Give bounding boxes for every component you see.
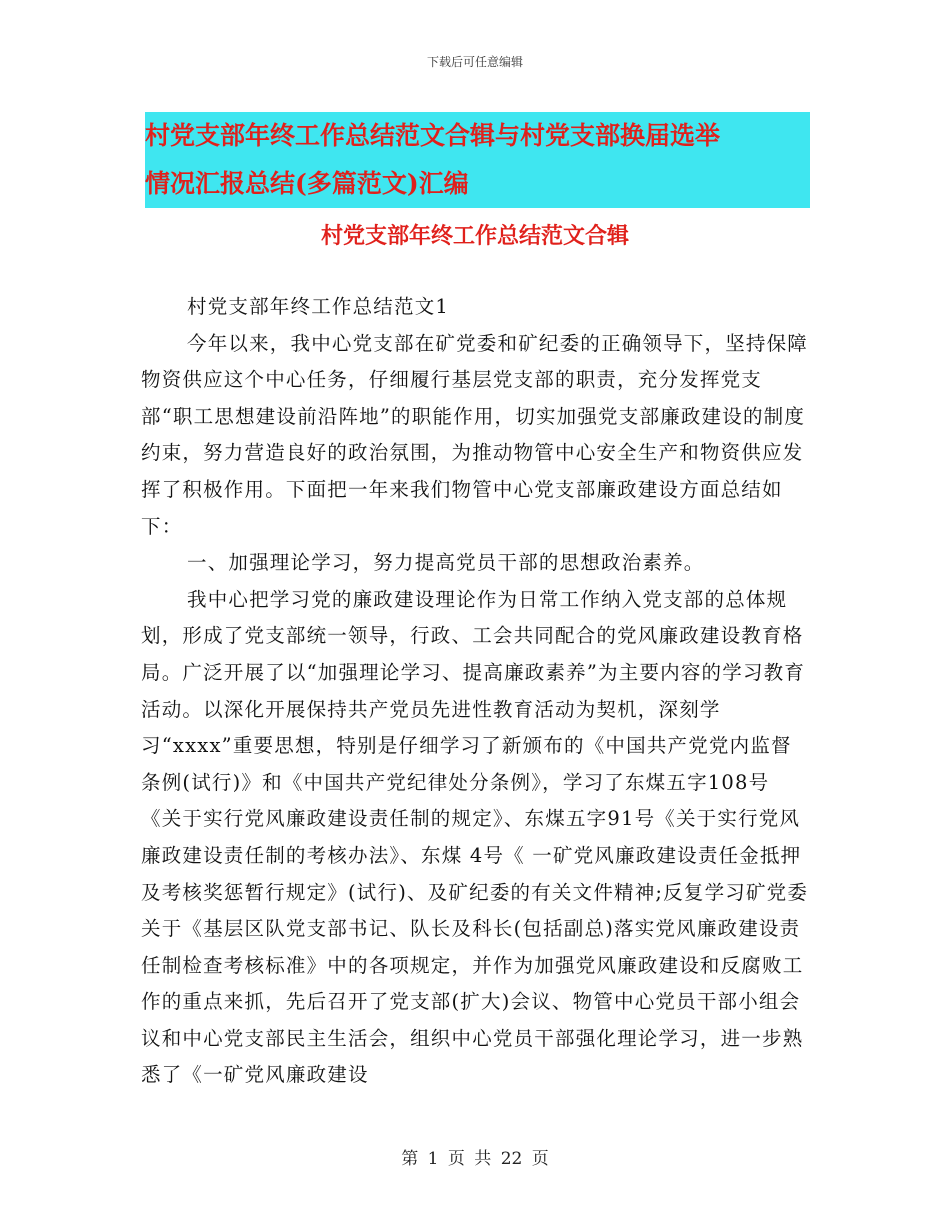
paragraph-intro: 今年以来，我中心党支部在矿党委和矿纪委的正确领导下，坚持保障物资供应这个中心任务，仔细履行基层党支部的职责，充分发挥党支部“职工思想建设前沿阵地”的职能作用，切实加强党支部廉政建设的制度约束，努力营造良好的政治氛围，为推动物管中心安全生产和物资供应发挥了积极作用。下面把一年来我们物管中心党支部廉政建设方面总结如下： <box>141 331 809 538</box>
page-number: 第 1 页 共 22 页 <box>401 1149 549 1169</box>
document-title-line-1: 村党支部年终工作总结范文合辑与村党支部换届选举 <box>145 121 721 150</box>
paragraph-heading-1: 一、加强理论学习，努力提高党员干部的思想政治素养。 <box>187 551 705 575</box>
document-title-line-2: 情况汇报总结(多篇范文)汇编 <box>145 169 469 198</box>
page-header-note: 下载后可任意编辑 <box>426 55 523 69</box>
document-body <box>141 289 809 1094</box>
paragraph-body-1: 我中心把学习党的廉政建设理论作为日常工作纳入党支部的总体规划，形成了党支部统一领导，行政、工会共同配合的党风廉政建设教育格局。广泛开展了以“加强理论学习、提高廉政素养”为主要内容的学习教育活动。以深化开展保持共产党员先进性教育活动为契机，深刻学习“xxxx”重要思想，特别是仔细学习了新颁布的《中国共产党党内监督条例(试行)》和《中国共产党纪律处分条例》，学习了东煤五字108号《关于实行党风廉政建设责任制的规定》、东煤五字91号《关于实行党风廉政建设责任制的考核办法》、东煤 4号《 一矿党风廉政建设责任金抵押及考核奖惩暂行规定》(试行)、及矿纪委的有关文件精神;反复学习矿党委关于《基层区队党支部书记、队长及科长(包括副总)落实党风廉政建设责任制检查考核标准》中的各项规定，并作为加强党风廉政建设和反腐败工作的重点来抓，先后召开了党支部(扩大)会议、物管中心党员干部小组会议和中心党支部民主生活会，组织中心党员干部强化理论学习，进一步熟悉了《一矿党风廉政建设 <box>141 587 809 1087</box>
paragraph-subtitle: 村党支部年终工作总结范文1 <box>187 295 450 318</box>
section-title: 村党支部年终工作总结范文合辑 <box>320 223 629 249</box>
document-title <box>145 112 810 208</box>
